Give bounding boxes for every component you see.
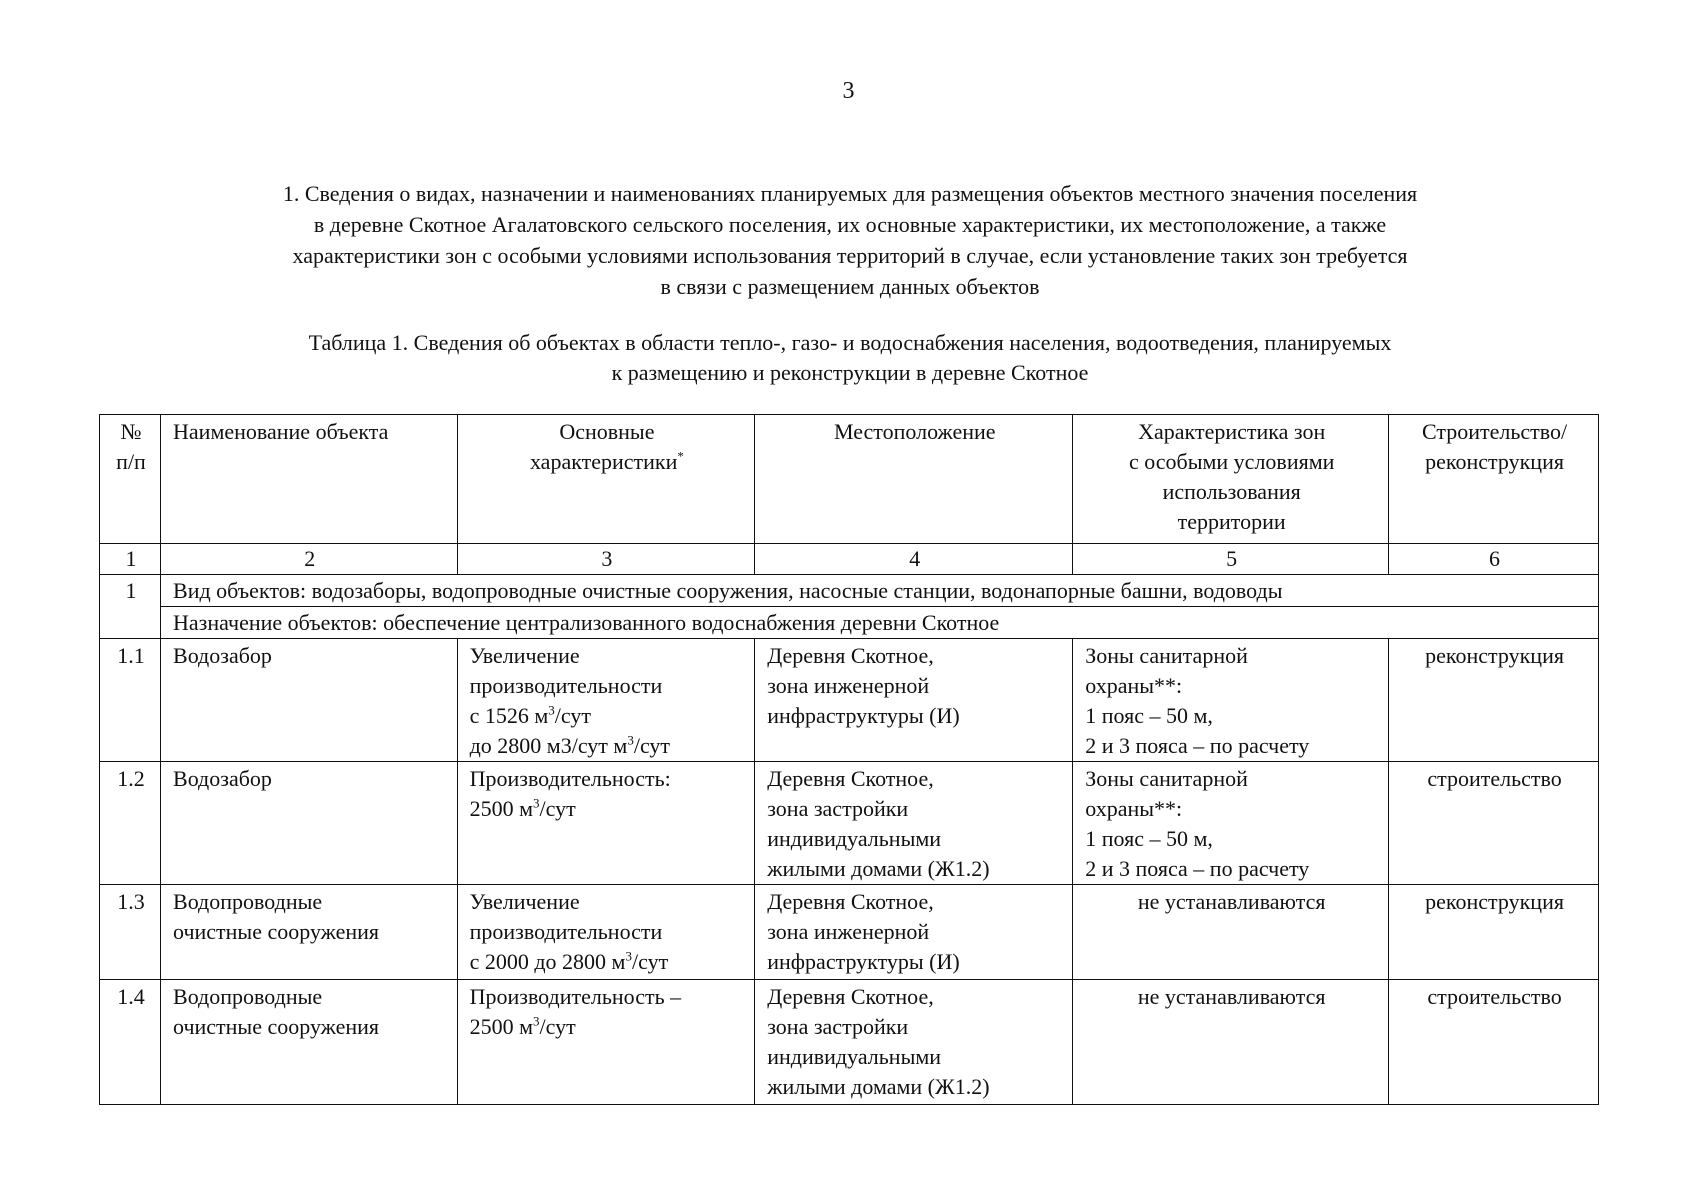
column-number: 2 <box>161 544 458 575</box>
row-name <box>161 762 458 885</box>
row-construction: реконструкция <box>1389 885 1599 980</box>
header-construction-line: Строительство/ <box>1421 419 1568 444</box>
group-number: 1 <box>100 575 161 639</box>
zones-line: 2 и 3 пояса – по расчету <box>1085 733 1310 758</box>
row-number: 1.3 <box>100 885 161 980</box>
zones-line: не устанавливаются <box>1137 984 1326 1009</box>
caption-line: к размещению и реконструкции в деревне Скотное <box>611 360 1089 385</box>
group-purpose: Назначение объектов: обеспечение централизованного водоснабжения деревни Скотное <box>161 607 1599 639</box>
superscript: 3 <box>548 702 555 718</box>
characteristics-text: /сут <box>631 949 669 974</box>
header-location: Местоположение <box>755 415 1073 544</box>
column-number: 3 <box>457 544 755 575</box>
row-location <box>755 639 1073 762</box>
row-zones <box>1073 885 1389 980</box>
location-line: зона застройки <box>767 1014 909 1039</box>
page-number: 3 <box>842 78 855 104</box>
characteristics-line: производительности <box>469 673 663 698</box>
header-zones <box>1073 415 1389 544</box>
column-number: 4 <box>755 544 1073 575</box>
row-zones <box>1073 762 1389 885</box>
characteristics-text: с 2000 до 2800 м <box>469 949 626 974</box>
header-zones-line: Характеристика зон <box>1138 419 1326 444</box>
row-number: 1.2 <box>100 762 161 885</box>
characteristics-text: 2500 м <box>469 1014 534 1039</box>
location-line: жилыми домами (Ж1.2) <box>767 1074 990 1099</box>
row-characteristics <box>457 885 755 980</box>
header-num <box>100 415 161 544</box>
header-zones-line: использования <box>1162 479 1301 504</box>
zones-line: не устанавливаются <box>1137 889 1326 914</box>
table-caption <box>120 328 1580 388</box>
characteristics-line <box>470 701 745 731</box>
row-name <box>161 980 458 1105</box>
location-line: Деревня Скотное, <box>767 984 934 1009</box>
characteristics-text: /сут <box>633 733 671 758</box>
zones-line: охраны**: <box>1085 673 1183 698</box>
location-line: зона застройки <box>767 796 909 821</box>
location-line: зона инженерной <box>767 673 930 698</box>
group-purpose-row <box>100 607 1599 639</box>
row-name-line: Водопроводные <box>173 889 323 914</box>
zones-line: Зоны санитарной <box>1085 643 1248 668</box>
row-name-line: Водозабор <box>173 643 272 668</box>
characteristics-text: /сут <box>554 703 591 728</box>
location-line: Деревня Скотное, <box>767 643 934 668</box>
column-number-row <box>100 544 1599 575</box>
group-type: Вид объектов: водозаборы, водопроводные очистные сооружения, насосные станции, водонапорные башни, водоводы <box>161 575 1599 607</box>
characteristics-text: 2500 м <box>469 796 534 821</box>
header-zones-line: с особыми условиями <box>1128 449 1335 474</box>
row-number: 1.1 <box>100 639 161 762</box>
header-construction-line: реконструкция <box>1425 449 1564 474</box>
table-header-row <box>100 415 1599 544</box>
characteristics-line: Увеличение <box>469 889 580 914</box>
header-name: Наименование объекта <box>161 415 458 544</box>
location-line: Деревня Скотное, <box>767 889 934 914</box>
row-name-line: очистные сооружения <box>173 1014 380 1039</box>
zones-line: охраны**: <box>1085 796 1183 821</box>
location-line: индивидуальными <box>767 826 942 851</box>
zones-line: 2 и 3 пояса – по расчету <box>1085 856 1310 881</box>
characteristics-text: до 2800 м3/сут м <box>469 733 628 758</box>
row-location <box>755 762 1073 885</box>
table-row <box>100 639 1599 762</box>
row-zones <box>1073 980 1389 1105</box>
characteristics-line: производительности <box>469 919 663 944</box>
location-line: индивидуальными <box>767 1044 942 1069</box>
objects-table <box>99 414 1599 1105</box>
row-construction: строительство <box>1389 980 1599 1105</box>
superscript: 3 <box>533 1013 540 1029</box>
column-number: 6 <box>1389 544 1599 575</box>
section-heading <box>120 178 1580 302</box>
characteristics-text: /сут <box>539 796 576 821</box>
header-num-line: п/п <box>116 449 146 474</box>
characteristics-line <box>470 731 745 761</box>
characteristics-line <box>470 1012 745 1042</box>
row-name <box>161 639 458 762</box>
caption-line: Таблица 1. Сведения об объектах в области тепло-, газо- и водоснабжения населения, водоотведения, планируемых <box>308 330 1392 355</box>
zones-line: Зоны санитарной <box>1085 766 1248 791</box>
row-location <box>755 980 1073 1105</box>
superscript: 3 <box>627 732 634 748</box>
location-line: жилыми домами (Ж1.2) <box>767 856 990 881</box>
characteristics-line <box>470 947 745 977</box>
characteristics-text: /сут <box>539 1014 576 1039</box>
location-line: Деревня Скотное, <box>767 766 934 791</box>
header-characteristics-line: Основные <box>559 419 655 444</box>
column-number: 5 <box>1073 544 1389 575</box>
row-name-line: Водозабор <box>173 766 272 791</box>
heading-line: в деревне Скотное Агалатовского сельского поселения, их основные характеристики, их местоположение, а также <box>313 212 1387 237</box>
row-zones <box>1073 639 1389 762</box>
row-location <box>755 885 1073 980</box>
row-name-line: Водопроводные <box>173 984 323 1009</box>
table-row <box>100 885 1599 980</box>
characteristics-line: Увеличение <box>469 643 580 668</box>
footnote-mark: * <box>677 448 684 464</box>
characteristics-line: Производительность – <box>469 984 682 1009</box>
row-construction: реконструкция <box>1389 639 1599 762</box>
heading-line: в связи с размещением данных объектов <box>660 274 1040 299</box>
row-name <box>161 885 458 980</box>
location-line: инфраструктуры (И) <box>767 703 960 728</box>
table-row <box>100 762 1599 885</box>
superscript: 3 <box>533 795 540 811</box>
heading-line: характеристики зон с особыми условиями использования территорий в случае, если установление таких зон требуется <box>292 243 1408 268</box>
group-type-row <box>100 575 1599 607</box>
header-num-line: № <box>120 419 142 444</box>
location-line: инфраструктуры (И) <box>767 949 960 974</box>
header-zones-line: территории <box>1177 509 1286 534</box>
superscript: 3 <box>625 948 632 964</box>
row-characteristics <box>457 762 755 885</box>
header-characteristics-line <box>470 447 745 477</box>
characteristics-line: Производительность: <box>469 766 671 791</box>
column-number: 1 <box>100 544 161 575</box>
row-characteristics <box>457 980 755 1105</box>
header-characteristics <box>457 415 755 544</box>
table-row <box>100 980 1599 1105</box>
row-number: 1.4 <box>100 980 161 1105</box>
row-name-line: очистные сооружения <box>173 919 380 944</box>
characteristics-line <box>470 794 745 824</box>
header-characteristics-text: характеристики <box>529 449 678 474</box>
header-construction <box>1389 415 1599 544</box>
heading-line: 1. Сведения о видах, назначении и наименованиях планируемых для размещения объектов местного значения поселения <box>282 181 1418 206</box>
location-line: зона инженерной <box>767 919 930 944</box>
zones-line: 1 пояс – 50 м, <box>1085 703 1213 728</box>
zones-line: 1 пояс – 50 м, <box>1085 826 1213 851</box>
row-characteristics <box>457 639 755 762</box>
row-construction: строительство <box>1389 762 1599 885</box>
characteristics-text: с 1526 м <box>469 703 549 728</box>
